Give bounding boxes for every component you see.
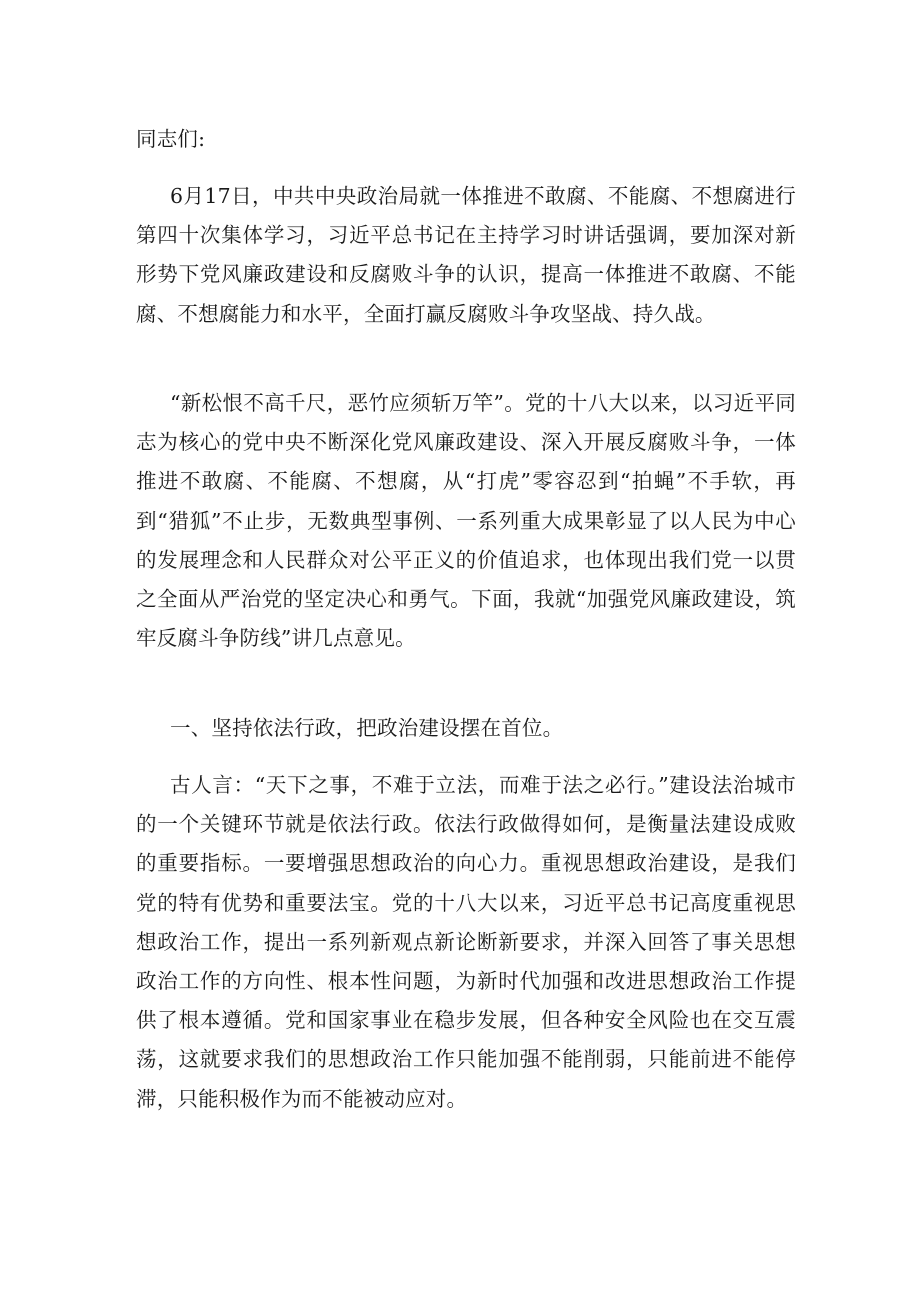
paragraph-intro: 6月17日，中共中央政治局就一体推进不敢腐、不能腐、不想腐进行第四十次集体学习，习近平总书记在主持学习时讲话强调，要加深对新形势下党风廉政建设和反腐败斗争的认识，提高一体推进不敢腐、不能腐、不想腐能力和水平，全面打赢反腐败斗争攻坚战、持久战。	[136, 184, 796, 326]
section-heading: 一、坚持依法行政，把政治建设摆在首位。	[170, 716, 564, 740]
section-paragraph: 古人言：“天下之事，不难于立法，而难于法之必行。”建设法治城市的一个关键环节就是依法行政。依法行政做得如何，是衡量法建设成败的重要指标。一要增强思想政治的向心力。重视思想政治建设，是我们党的特有优势和重要法宝。党的十八大以来，习近平总书记高度重视思想政治工作，提出一系列新观点新论断新要求，并深入回答了事关思想政治工作的方向性、根本性问题，为新时代加强和改进思想政治工作提供了根本遵循。党和国家事业在稳步发展，但各种安全风险也在交互震荡，这就要求我们的思想政治工作只能加强不能削弱，只能前进不能停滞，只能积极作为而不能被动应对。	[136, 773, 796, 1111]
paragraph-background: “新松恨不高千尺，恶竹应须斩万竿”。党的十八大以来，以习近平同志为核心的党中央不断深化党风廉政建设、深入开展反腐败斗争，一体推进不敢腐、不能腐、不想腐，从“打虎”零容忍到“拍蝇”不手软，再到“猎狐”不止步，无数典型事例、一系列重大成果彰显了以人民为中心的发展理念和人民群众对公平正义的价值追求，也体现出我们党一以贯之全面从严治党的坚定决心和勇气。下面，我就“加强党风廉政建设，筑牢反腐斗争防线”讲几点意见。	[136, 391, 796, 651]
greeting: 同志们:	[136, 127, 206, 151]
